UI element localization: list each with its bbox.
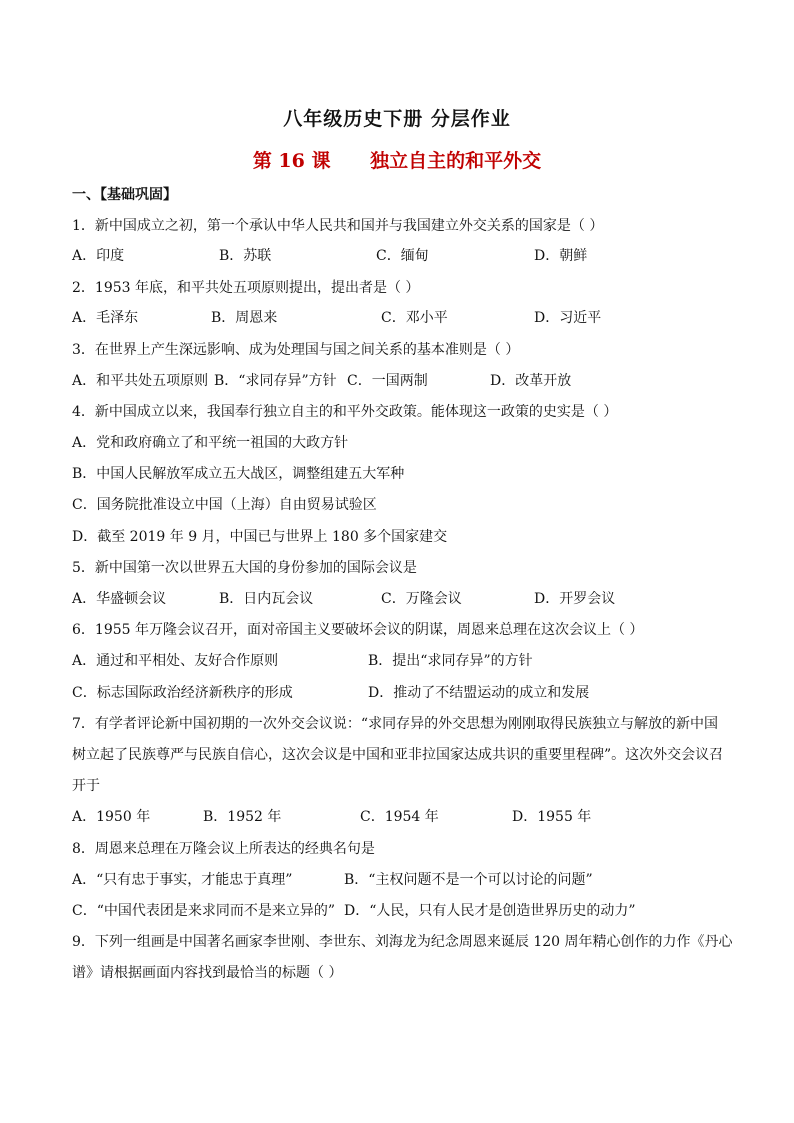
section-heading: 一、【基础巩固】: [72, 187, 177, 203]
question-4-stem: 4．新中国成立以来，我国奉行独立自主的和平外交政策。能体现这一政策的史实是（ ）: [72, 404, 618, 420]
question-6-option-c: C．标志国际政治经济新秩序的形成: [72, 685, 293, 701]
question-1-option-a: A．印度: [72, 248, 125, 264]
question-2-option-a: A．毛泽东: [72, 310, 139, 326]
question-5-option-c: C．万隆会议: [381, 591, 462, 607]
question-1-option-b: B．苏联: [219, 248, 272, 264]
question-3-option-c: C．一国两制: [347, 373, 428, 389]
question-7-option-c: C．1954 年: [360, 809, 439, 825]
question-2-stem: 2．1953 年底，和平共处五项原则提出，提出者是（ ）: [72, 280, 420, 296]
question-5-option-d: D．开罗会议: [534, 591, 616, 607]
question-1-option-d: D．朝鲜: [534, 248, 588, 264]
question-3-stem: 3．在世界上产生深远影响、成为处理国与国之间关系的基本准则是（ ）: [72, 342, 520, 358]
question-7-option-d: D．1955 年: [512, 809, 592, 825]
question-9-stem-line-2: 谱》请根据画面内容找到最恰当的标题（ ）: [72, 965, 343, 981]
question-6-option-d: D．推动了不结盟运动的成立和发展: [368, 685, 590, 701]
lesson-subtitle: 第 16 课 独立自主的和平外交: [252, 150, 542, 172]
page-title: 八年级历史下册 分层作业: [283, 108, 511, 130]
question-7-stem-line-3: 开于: [72, 778, 100, 794]
question-7-option-b: B．1952 年: [203, 809, 282, 825]
question-3-option-b: B．“求同存异”方针: [214, 373, 337, 389]
question-8-option-d: D．“人民，只有人民才是创造世界历史的动力”: [344, 903, 636, 919]
question-6-option-b: B．提出“求同存异”的方针: [368, 653, 533, 669]
question-5-option-b: B．日内瓦会议: [219, 591, 314, 607]
question-9-stem-line-1: 9．下列一组画是中国著名画家李世刚、李世东、刘海龙为纪念周恩来诞辰 120 周年精心创作的力作《丹心: [72, 934, 733, 950]
question-7-stem-line-1: 7．有学者评论新中国初期的一次外交会议说：“求同存异的外交思想为刚刚取得民族独立与解放的新中国: [72, 716, 719, 732]
question-3-option-a: A．和平共处五项原则: [72, 373, 209, 389]
question-7-option-a: A．1950 年: [72, 809, 151, 825]
question-4-option-a: A．党和政府确立了和平统一祖国的大政方针: [72, 435, 349, 451]
question-8-option-c: C．“中国代表团是来求同而不是来立异的”: [72, 903, 336, 919]
question-6-option-a: A．通过和平相处、友好合作原则: [72, 653, 279, 669]
question-6-stem: 6．1955 年万隆会议召开，面对帝国主义要破坏会议的阴谋，周恩来总理在这次会议上（ ）: [72, 622, 644, 638]
question-2-option-d: D．习近平: [534, 310, 602, 326]
question-2-option-c: C．邓小平: [381, 310, 448, 326]
question-1-option-c: C．缅甸: [376, 248, 429, 264]
question-3-option-d: D．改革开放: [490, 373, 572, 389]
question-4-option-b: B．中国人民解放军成立五大战区，调整组建五大军种: [72, 466, 405, 482]
question-1-stem: 1．新中国成立之初，第一个承认中华人民共和国并与我国建立外交关系的国家是（ ）: [72, 218, 604, 234]
question-5-option-a: A．华盛顿会议: [72, 591, 167, 607]
question-7-stem-line-2: 树立起了民族尊严与民族自信心，这次会议是中国和亚非拉国家达成共识的重要里程碑”。这次外交会议召: [72, 747, 724, 763]
question-8-stem: 8．周恩来总理在万隆会议上所表达的经典名句是: [72, 841, 375, 857]
question-8-option-b: B．“主权问题不是一个可以讨论的问题”: [344, 872, 593, 888]
question-8-option-a: A．“只有忠于事实，才能忠于真理”: [72, 872, 293, 888]
question-4-option-d: D．截至 2019 年 9 月，中国已与世界上 180 多个国家建交: [72, 529, 448, 545]
question-5-stem: 5．新中国第一次以世界五大国的身份参加的国际会议是: [72, 560, 417, 576]
question-4-option-c: C．国务院批准设立中国（上海）自由贸易试验区: [72, 497, 377, 513]
question-2-option-b: B．周恩来: [211, 310, 278, 326]
